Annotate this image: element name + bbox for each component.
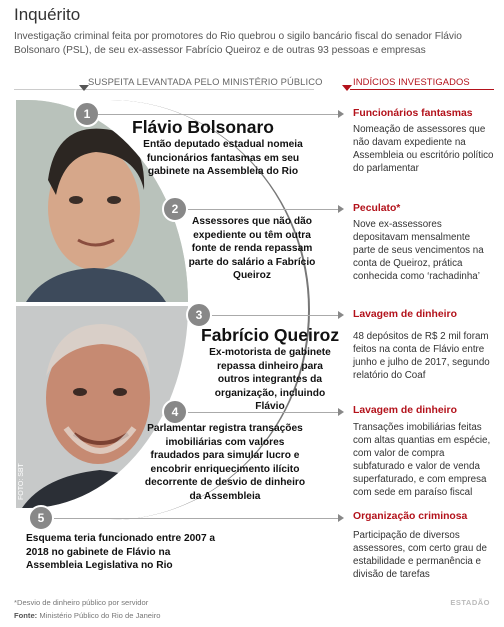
step-number-1: 1 <box>74 101 100 127</box>
connector-line <box>212 315 338 316</box>
arrow-right-icon <box>338 205 344 213</box>
evidence-text-5: Participação de diversos assessores, com certo grau de estabilidade e permanência e divisão de tarefas <box>353 530 487 580</box>
person-name-flavio: Flávio Bolsonaro <box>132 117 274 137</box>
footnote: *Desvio de dinheiro público por servidor <box>14 598 149 607</box>
arrow-right-icon <box>338 110 344 118</box>
brand-logo: ESTADÃO <box>450 598 490 607</box>
suspicion-text-3: Ex-motorista de gabinete repassa dinheiro para outros integrantes da organização, incluindo Flávio <box>209 347 331 412</box>
evidence-title-5: Organização criminosa <box>353 511 468 522</box>
down-arrow-icon <box>342 85 352 91</box>
evidence-title-1: Funcionários fantasmas <box>353 108 473 119</box>
evidence-title-2: Peculato* <box>353 203 401 214</box>
connector-line <box>188 209 338 210</box>
divider-right <box>350 89 494 90</box>
arrow-right-icon <box>338 514 344 522</box>
source-label: Fonte: <box>14 611 38 620</box>
connector-line <box>54 518 338 519</box>
suspicion-text-5: Esquema teria funcionado entre 2007 a 2018 no gabinete de Flávio na Assembleia Legislativa no Rio <box>26 533 216 571</box>
photo-credit: FOTO: SBT <box>18 463 25 500</box>
evidence-text-1: Nomeação de assessores que não davam expediente na Assembleia ou escritório político do parlamentar <box>353 124 494 174</box>
evidence-text-4: Transações imobiliárias feitas com altas quantias em espécie, com valor de compra subfaturado e valor de venda superfaturado, e com empresa com sede em paraíso fiscal <box>353 422 491 498</box>
step-number-3: 3 <box>186 302 212 328</box>
page-title: Inquérito <box>14 5 81 24</box>
column-header-suspicion: SUSPEITA LEVANTADA PELO MINISTÉRIO PÚBLICO <box>88 76 323 87</box>
evidence-title-4: Lavagem de dinheiro <box>353 405 457 416</box>
column-header-evidence: INDÍCIOS INVESTIGADOS <box>353 76 470 87</box>
source-text: Ministério Público do Rio de Janeiro <box>39 611 161 620</box>
down-arrow-icon <box>79 85 89 91</box>
divider-left <box>14 89 314 90</box>
arrow-right-icon <box>338 408 344 416</box>
suspicion-text-1: Então deputado estadual nomeia funcionários fantasmas em seu gabinete na Assembleia do Rio <box>143 139 303 177</box>
person-name-queiroz: Fabrício Queiroz <box>201 325 340 345</box>
step-number-5: 5 <box>28 505 54 531</box>
step-number-2: 2 <box>162 196 188 222</box>
suspicion-text-4: Parlamentar registra transações imobiliárias com valores fraudados para simular lucro e encobrir enriquecimento ilícito decorrente de desvio de dinheiro da Assembleia <box>144 423 306 502</box>
evidence-text-2: Nove ex-assessores depositavam mensalmente parte de seus vencimentos na conta de Queiroz, prática conhecida como ‘rachadinha’ <box>353 219 484 282</box>
evidence-text-3: 48 depósitos de R$ 2 mil foram feitos na conta de Flávio entre junho e julho de 2017, segundo relatório do Coaf <box>353 331 490 381</box>
source-line <box>14 611 160 620</box>
step-number-4: 4 <box>162 399 188 425</box>
connector-line <box>98 114 338 115</box>
connector-line <box>188 412 338 413</box>
page-subtitle: Investigação criminal feita por promotores do Rio quebrou o sigilo bancário fiscal do senador Flávio Bolsonaro (PSL), de seu ex-assessor Fabrício Queiroz e de outras 93 pessoas e empresas <box>14 31 462 56</box>
suspicion-text-2: Assessores que não dão expediente ou têm outra fonte de renda repassam parte do salário a Fabrício Queiroz <box>188 216 316 281</box>
arrow-right-icon <box>338 311 344 319</box>
evidence-title-3: Lavagem de dinheiro <box>353 309 457 320</box>
